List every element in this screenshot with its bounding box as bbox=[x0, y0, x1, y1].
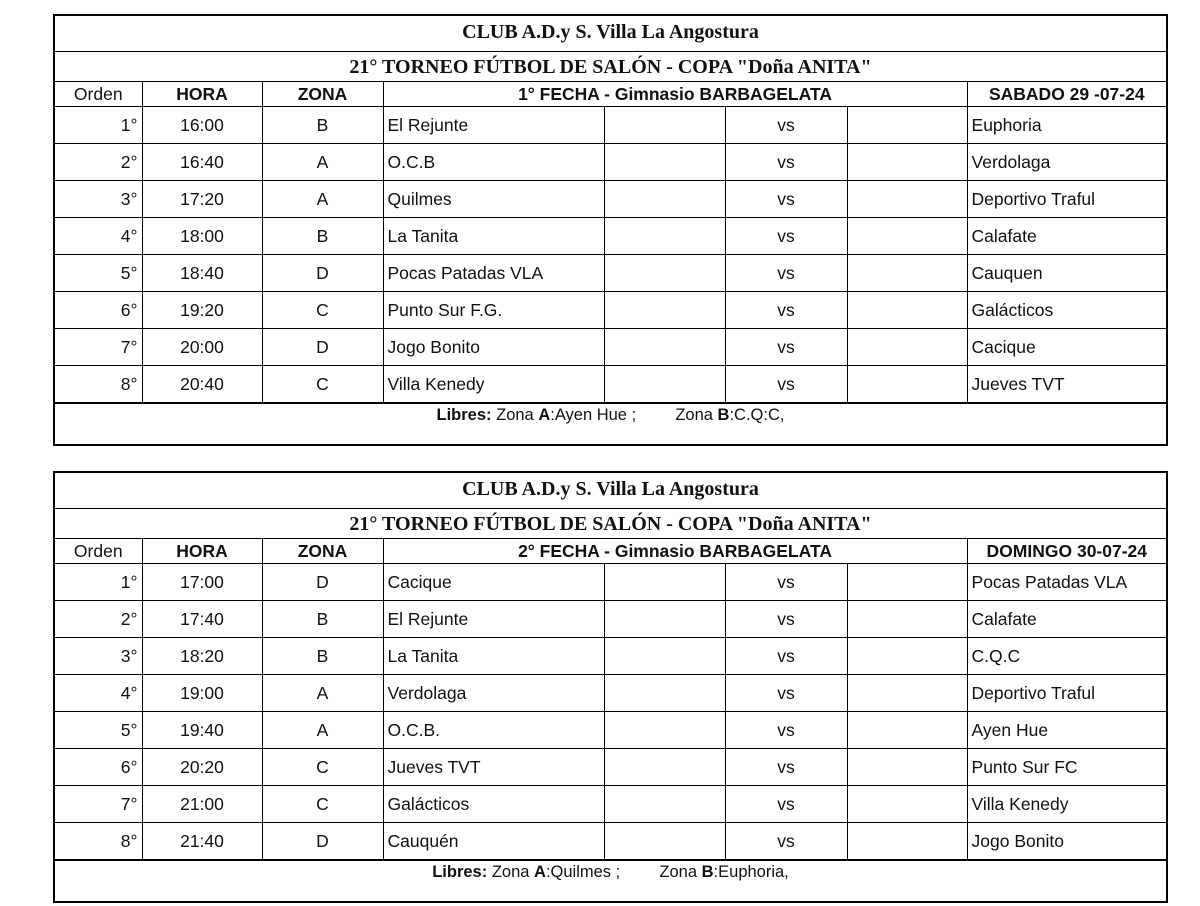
orden-cell: 8° bbox=[55, 823, 142, 860]
vs-cell: vs bbox=[725, 749, 847, 786]
home-team-cell: Verdolaga bbox=[383, 675, 604, 712]
away-team-cell: Calafate bbox=[967, 601, 1166, 638]
table-row bbox=[55, 564, 1166, 601]
header-row bbox=[55, 539, 1166, 564]
vs-cell: vs bbox=[725, 329, 847, 366]
fixture-table bbox=[55, 81, 1166, 403]
vs-cell: vs bbox=[725, 675, 847, 712]
home-team-cell: O.C.B. bbox=[383, 712, 604, 749]
table-row bbox=[55, 675, 1166, 712]
away-team-cell: Jogo Bonito bbox=[967, 823, 1166, 860]
zona-cell: D bbox=[262, 329, 383, 366]
tournament-title: 21° TORNEO FÚTBOL DE SALÓN - COPA "Doña ANITA" bbox=[349, 56, 872, 78]
home-team-cell: Punto Sur F.G. bbox=[383, 292, 604, 329]
libres-zona-a-prefix: Zona bbox=[491, 863, 535, 881]
libres-zona-b-prefix: Zona bbox=[675, 406, 718, 424]
games-body bbox=[55, 107, 1166, 403]
zona-cell: C bbox=[262, 786, 383, 823]
table-row bbox=[55, 255, 1166, 292]
home-score-cell bbox=[604, 366, 725, 403]
vs-cell: vs bbox=[725, 107, 847, 144]
hora-cell: 19:20 bbox=[142, 292, 262, 329]
libres-zona-a-letter: A bbox=[538, 406, 551, 424]
away-score-cell bbox=[847, 564, 967, 601]
orden-cell: 2° bbox=[55, 144, 142, 181]
away-score-cell bbox=[847, 255, 967, 292]
libres-zona-a-value: :Quilmes ; bbox=[545, 863, 621, 881]
header-orden: Orden bbox=[55, 82, 142, 107]
vs-cell: vs bbox=[725, 366, 847, 403]
orden-cell: 3° bbox=[55, 638, 142, 675]
away-score-cell bbox=[847, 638, 967, 675]
away-team-cell: Calafate bbox=[967, 218, 1166, 255]
zona-cell: B bbox=[262, 107, 383, 144]
home-team-cell: La Tanita bbox=[383, 218, 604, 255]
away-team-cell: Ayen Hue bbox=[967, 712, 1166, 749]
hora-cell: 19:00 bbox=[142, 675, 262, 712]
away-team-cell: Deportivo Traful bbox=[967, 675, 1166, 712]
orden-cell: 3° bbox=[55, 181, 142, 218]
home-team-cell: Jogo Bonito bbox=[383, 329, 604, 366]
vs-cell: vs bbox=[725, 786, 847, 823]
away-score-cell bbox=[847, 786, 967, 823]
vs-cell: vs bbox=[725, 564, 847, 601]
home-score-cell bbox=[604, 144, 725, 181]
header-row bbox=[55, 82, 1166, 107]
fecha-title: 1° FECHA - Gimnasio BARBAGELATA bbox=[383, 82, 967, 107]
away-score-cell bbox=[847, 181, 967, 218]
hora-cell: 16:40 bbox=[142, 144, 262, 181]
home-score-cell bbox=[604, 292, 725, 329]
zona-cell: C bbox=[262, 749, 383, 786]
hora-cell: 17:40 bbox=[142, 601, 262, 638]
libres-zona-a-prefix: Zona bbox=[496, 406, 539, 424]
zona-cell: D bbox=[262, 255, 383, 292]
zona-cell: B bbox=[262, 218, 383, 255]
table-row bbox=[55, 329, 1166, 366]
orden-cell: 1° bbox=[55, 107, 142, 144]
table-row bbox=[55, 292, 1166, 329]
table-row bbox=[55, 218, 1166, 255]
home-score-cell bbox=[604, 564, 725, 601]
table-row bbox=[55, 366, 1166, 403]
vs-cell: vs bbox=[725, 823, 847, 860]
vs-cell: vs bbox=[725, 601, 847, 638]
home-team-cell: Cauquén bbox=[383, 823, 604, 860]
orden-cell: 6° bbox=[55, 749, 142, 786]
header-zona: ZONA bbox=[262, 539, 383, 564]
home-team-cell: O.C.B bbox=[383, 144, 604, 181]
hora-cell: 18:20 bbox=[142, 638, 262, 675]
home-score-cell bbox=[604, 218, 725, 255]
away-score-cell bbox=[847, 292, 967, 329]
home-team-cell: Villa Kenedy bbox=[383, 366, 604, 403]
home-score-cell bbox=[604, 749, 725, 786]
table-row bbox=[55, 601, 1166, 638]
club-title: CLUB A.D.y S. Villa La Angostura bbox=[55, 16, 1166, 52]
zona-cell: C bbox=[262, 366, 383, 403]
hora-cell: 20:20 bbox=[142, 749, 262, 786]
table-row bbox=[55, 712, 1166, 749]
home-score-cell bbox=[604, 823, 725, 860]
libres-zona-a-value: :Ayen Hue ; bbox=[550, 406, 637, 424]
table-row bbox=[55, 823, 1166, 860]
home-team-cell: El Rejunte bbox=[383, 601, 604, 638]
header-hora: HORA bbox=[142, 82, 262, 107]
hora-cell: 18:00 bbox=[142, 218, 262, 255]
away-score-cell bbox=[847, 366, 967, 403]
home-team-cell: La Tanita bbox=[383, 638, 604, 675]
hora-cell: 16:00 bbox=[142, 107, 262, 144]
hora-cell: 18:40 bbox=[142, 255, 262, 292]
fixture-sheet-fecha-1 bbox=[53, 14, 1168, 446]
vs-cell: vs bbox=[725, 292, 847, 329]
tournament-title: 21° TORNEO FÚTBOL DE SALÓN - COPA "Doña ANITA" bbox=[349, 513, 872, 535]
away-team-cell: Punto Sur FC bbox=[967, 749, 1166, 786]
away-score-cell bbox=[847, 749, 967, 786]
home-score-cell bbox=[604, 712, 725, 749]
home-team-cell: Quilmes bbox=[383, 181, 604, 218]
orden-cell: 5° bbox=[55, 255, 142, 292]
home-score-cell bbox=[604, 638, 725, 675]
hora-cell: 17:00 bbox=[142, 564, 262, 601]
games-body bbox=[55, 564, 1166, 860]
libres-line bbox=[55, 403, 1166, 427]
libres-line bbox=[55, 860, 1166, 884]
zona-cell: A bbox=[262, 675, 383, 712]
vs-cell: vs bbox=[725, 144, 847, 181]
orden-cell: 1° bbox=[55, 564, 142, 601]
orden-cell: 7° bbox=[55, 786, 142, 823]
vs-cell: vs bbox=[725, 712, 847, 749]
orden-cell: 5° bbox=[55, 712, 142, 749]
away-team-cell: Jueves TVT bbox=[967, 366, 1166, 403]
table-row bbox=[55, 749, 1166, 786]
away-score-cell bbox=[847, 218, 967, 255]
hora-cell: 21:00 bbox=[142, 786, 262, 823]
away-score-cell bbox=[847, 675, 967, 712]
libres-label: Libres: bbox=[432, 863, 488, 881]
libres-zona-b-prefix: Zona bbox=[659, 863, 702, 881]
away-team-cell: C.Q.C bbox=[967, 638, 1166, 675]
home-score-cell bbox=[604, 255, 725, 292]
away-team-cell: Euphoria bbox=[967, 107, 1166, 144]
hora-cell: 17:20 bbox=[142, 181, 262, 218]
libres-zona-b-letter: B bbox=[717, 406, 730, 424]
table-row bbox=[55, 107, 1166, 144]
home-score-cell bbox=[604, 601, 725, 638]
libres-zona-a-letter: A bbox=[534, 863, 546, 881]
away-score-cell bbox=[847, 823, 967, 860]
header-zona: ZONA bbox=[262, 82, 383, 107]
orden-cell: 8° bbox=[55, 366, 142, 403]
fixture-table bbox=[55, 538, 1166, 860]
header-orden: Orden bbox=[55, 539, 142, 564]
home-score-cell bbox=[604, 181, 725, 218]
fixture-sheet-fecha-2 bbox=[53, 471, 1168, 903]
vs-cell: vs bbox=[725, 218, 847, 255]
orden-cell: 4° bbox=[55, 218, 142, 255]
home-score-cell bbox=[604, 107, 725, 144]
zona-cell: D bbox=[262, 564, 383, 601]
hora-cell: 20:00 bbox=[142, 329, 262, 366]
hora-cell: 20:40 bbox=[142, 366, 262, 403]
away-team-cell: Deportivo Traful bbox=[967, 181, 1166, 218]
home-score-cell bbox=[604, 675, 725, 712]
zona-cell: B bbox=[262, 638, 383, 675]
orden-cell: 4° bbox=[55, 675, 142, 712]
hora-cell: 21:40 bbox=[142, 823, 262, 860]
libres-zona-b-letter: B bbox=[701, 863, 714, 881]
home-team-cell: El Rejunte bbox=[383, 107, 604, 144]
zona-cell: B bbox=[262, 601, 383, 638]
libres-label: Libres: bbox=[436, 406, 492, 424]
away-score-cell bbox=[847, 107, 967, 144]
away-team-cell: Cauquen bbox=[967, 255, 1166, 292]
vs-cell: vs bbox=[725, 181, 847, 218]
away-team-cell: Villa Kenedy bbox=[967, 786, 1166, 823]
home-team-cell: Pocas Patadas VLA bbox=[383, 255, 604, 292]
away-team-cell: Galácticos bbox=[967, 292, 1166, 329]
fecha-day: DOMINGO 30-07-24 bbox=[967, 539, 1166, 564]
away-team-cell: Cacique bbox=[967, 329, 1166, 366]
libres-zona-b-value: :Euphoria, bbox=[713, 863, 789, 881]
away-score-cell bbox=[847, 712, 967, 749]
home-score-cell bbox=[604, 329, 725, 366]
away-team-cell: Verdolaga bbox=[967, 144, 1166, 181]
away-team-cell: Pocas Patadas VLA bbox=[967, 564, 1166, 601]
table-row bbox=[55, 144, 1166, 181]
table-row bbox=[55, 786, 1166, 823]
hora-cell: 19:40 bbox=[142, 712, 262, 749]
vs-cell: vs bbox=[725, 255, 847, 292]
fecha-day: SABADO 29 -07-24 bbox=[967, 82, 1166, 107]
away-score-cell bbox=[847, 144, 967, 181]
orden-cell: 6° bbox=[55, 292, 142, 329]
home-score-cell bbox=[604, 786, 725, 823]
table-row bbox=[55, 181, 1166, 218]
home-team-cell: Cacique bbox=[383, 564, 604, 601]
vs-cell: vs bbox=[725, 638, 847, 675]
header-hora: HORA bbox=[142, 539, 262, 564]
orden-cell: 7° bbox=[55, 329, 142, 366]
zona-cell: D bbox=[262, 823, 383, 860]
zona-cell: A bbox=[262, 144, 383, 181]
away-score-cell bbox=[847, 601, 967, 638]
home-team-cell: Galácticos bbox=[383, 786, 604, 823]
club-title: CLUB A.D.y S. Villa La Angostura bbox=[55, 473, 1166, 509]
zona-cell: A bbox=[262, 181, 383, 218]
libres-zona-b-value: :C.Q:C, bbox=[729, 406, 785, 424]
fecha-title: 2° FECHA - Gimnasio BARBAGELATA bbox=[383, 539, 967, 564]
orden-cell: 2° bbox=[55, 601, 142, 638]
zona-cell: A bbox=[262, 712, 383, 749]
table-row bbox=[55, 638, 1166, 675]
zona-cell: C bbox=[262, 292, 383, 329]
home-team-cell: Jueves TVT bbox=[383, 749, 604, 786]
away-score-cell bbox=[847, 329, 967, 366]
